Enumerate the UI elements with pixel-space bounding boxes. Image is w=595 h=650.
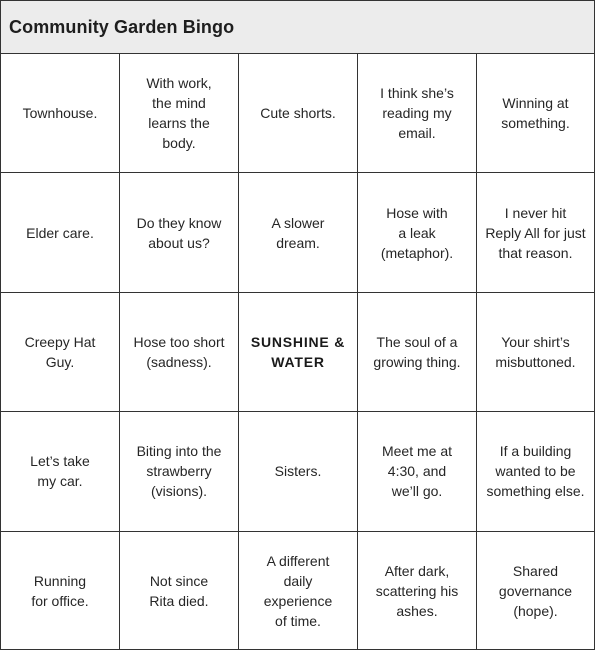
bingo-grid	[1, 54, 594, 650]
cell-text: Townhouse.	[22, 105, 98, 122]
bingo-cell[interactable]	[1, 412, 120, 531]
bingo-cell[interactable]	[477, 293, 594, 412]
bingo-cell[interactable]	[120, 173, 239, 292]
bingo-cell[interactable]	[239, 532, 358, 650]
bingo-cell[interactable]	[239, 173, 358, 292]
header-bar	[1, 1, 594, 54]
bingo-cell[interactable]	[239, 412, 358, 531]
bingo-cell[interactable]	[358, 532, 477, 650]
cell-text: If a building wanted to be something else.	[486, 443, 585, 500]
bingo-cell[interactable]	[1, 173, 120, 292]
cell-text: Shared governance (hope).	[498, 562, 573, 619]
cell-text: Elder care.	[26, 224, 94, 241]
bingo-cell[interactable]	[120, 54, 239, 173]
bingo-cell[interactable]	[477, 412, 594, 531]
cell-text: I never hit Reply All for just that reason.	[485, 204, 586, 261]
bingo-cell[interactable]	[477, 532, 594, 650]
bingo-cell[interactable]	[120, 412, 239, 531]
cell-text: Winning at something.	[501, 95, 570, 132]
cell-text: I think she’s reading my email.	[380, 85, 454, 142]
cell-text: Running for office.	[31, 572, 89, 609]
bingo-cell[interactable]	[477, 54, 594, 173]
card-title: Community Garden Bingo	[9, 16, 235, 37]
cell-text: Hose with a leak (metaphor).	[380, 204, 454, 261]
cell-text: With work, the mind learns the body.	[146, 75, 212, 152]
cell-text: Sisters.	[274, 463, 322, 480]
bingo-cell[interactable]	[358, 412, 477, 531]
cell-text: The soul of a growing thing.	[373, 333, 461, 370]
cell-text: SUNSHINE & WATER	[250, 333, 346, 370]
cell-text: A slower dream.	[271, 214, 325, 251]
cell-text: Hose too short (sadness).	[133, 333, 225, 370]
cell-text: Let’s take my car.	[30, 453, 90, 490]
cell-text: Creepy Hat Guy.	[24, 333, 96, 370]
bingo-cell[interactable]	[1, 532, 120, 650]
bingo-cell[interactable]	[358, 54, 477, 173]
cell-text: After dark, scattering his ashes.	[375, 562, 459, 619]
bingo-cell[interactable]	[1, 293, 120, 412]
cell-text: Not since Rita died.	[149, 572, 209, 609]
bingo-cell[interactable]	[239, 54, 358, 173]
cell-text: Do they know about us?	[136, 214, 222, 251]
bingo-cell[interactable]	[358, 173, 477, 292]
cell-text: Meet me at 4:30, and we’ll go.	[381, 443, 453, 500]
bingo-cell[interactable]	[1, 54, 120, 173]
free-space-cell[interactable]	[239, 293, 358, 412]
bingo-cell[interactable]	[120, 532, 239, 650]
bingo-cell[interactable]	[358, 293, 477, 412]
cell-text: Biting into the strawberry (visions).	[136, 443, 222, 500]
bingo-cell[interactable]	[477, 173, 594, 292]
bingo-cell[interactable]	[120, 293, 239, 412]
cell-text: Cute shorts.	[260, 105, 336, 122]
cell-text: A different daily experience of time.	[263, 552, 333, 629]
cell-text: Your shirt’s misbuttoned.	[495, 333, 576, 370]
